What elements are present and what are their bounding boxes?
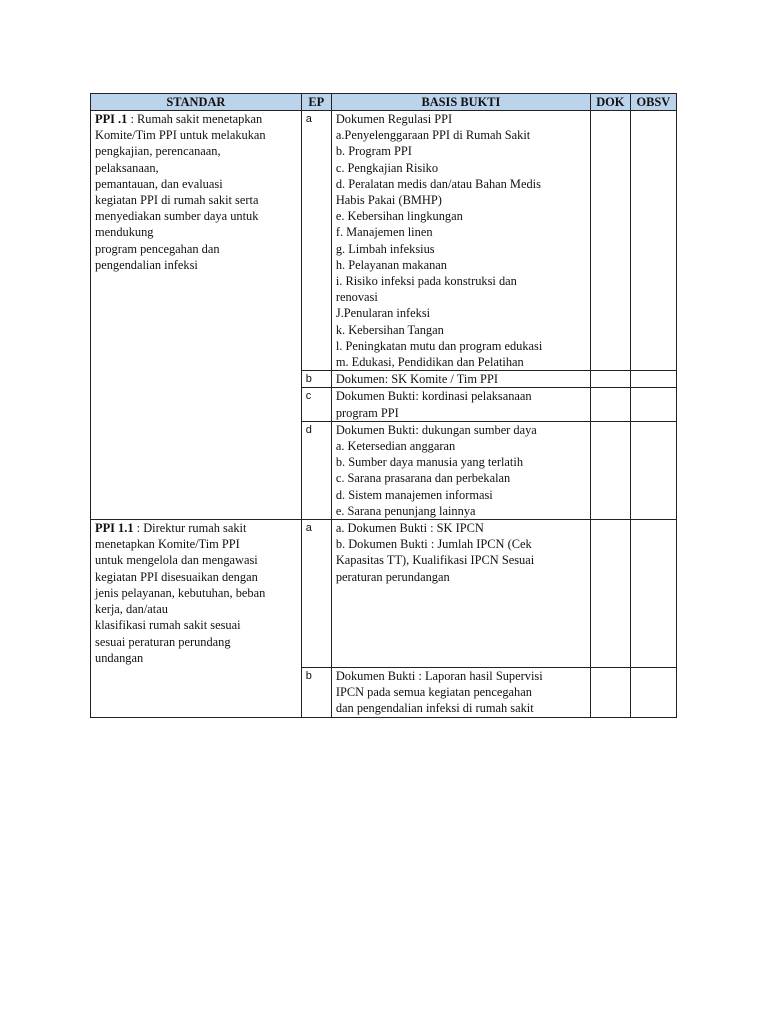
basis-bukti-cell [331,388,590,421]
basis-line: Dokumen: SK Komite / Tim PPI [335,372,498,387]
basis-line: program PPI [335,405,399,420]
ep-cell: c [301,388,331,421]
basis-line: m. Edukasi, Pendidikan dan Pelatihan [335,355,524,370]
dok-cell[interactable] [590,388,630,421]
dok-cell[interactable] [590,111,630,371]
standard-text-line: kerja, dan/atau [95,602,168,617]
obsv-cell[interactable] [630,421,676,519]
basis-line: f. Manajemen linen [335,225,433,240]
standard-cell-ppi-1 [91,111,302,520]
basis-line: a. Ketersedian anggaran [335,439,456,454]
basis-line: dan pengendalian infeksi di rumah sakit [335,701,534,716]
basis-line: Dokumen Bukti: dukungan sumber daya [335,422,537,437]
dok-cell[interactable] [590,520,630,668]
basis-line: d. Peralatan medis dan/atau Bahan Medis [335,176,541,191]
obsv-cell[interactable] [630,371,676,388]
basis-bukti-cell [331,371,590,388]
standard-text-line: klasifikasi rumah sakit sesuai [95,618,241,633]
header-standar: STANDAR [91,94,302,111]
basis-line: Dokumen Bukti: kordinasi pelaksanaan [335,389,532,404]
basis-line: c. Pengkajian Risiko [335,160,439,175]
ep-cell: a [301,520,331,668]
basis-line: c. Sarana prasarana dan perbekalan [335,471,511,486]
basis-line: renovasi [335,290,378,305]
standard-text-line: pemantauan, dan evaluasi [95,176,223,191]
ep-cell: d [301,421,331,519]
header-obsv: OBSV [630,94,676,111]
basis-line: g. Limbah infeksius [335,241,435,256]
ppi-standards-table [90,93,677,718]
standard-text-line: mendukung [95,225,154,240]
standard-text-line: Direktur rumah sakit [143,521,247,536]
basis-line: d. Sistem manajemen informasi [335,487,493,502]
basis-line: i. Risiko infeksi pada konstruksi dan [335,274,517,289]
header-dok: DOK [590,94,630,111]
standard-text-line: pelaksanaan, [95,160,159,175]
table-row [91,520,677,668]
header-row [91,94,677,111]
basis-line: Dokumen Regulasi PPI [335,112,453,126]
standard-code: PPI .1 [95,112,128,126]
header-basis-bukti: BASIS BUKTI [331,94,590,111]
standard-text-line: sesuai peraturan perundang [95,634,231,649]
standard-text-line: pengendalian infeksi [95,257,198,272]
basis-line: l. Peningkatan mutu dan program edukasi [335,338,543,353]
obsv-cell[interactable] [630,388,676,421]
standard-text-line: undangan [95,650,144,665]
standard-text-line: kegiatan PPI disesuaikan dengan [95,569,258,584]
standard-text-line: Komite/Tim PPI untuk melakukan [95,128,266,143]
ep-cell: b [301,668,331,718]
standard-text-line: program pencegahan dan [95,241,220,256]
basis-line: J.Penularan infeksi [335,306,431,321]
basis-line: Habis Pakai (BMHP) [335,193,442,208]
basis-line: a.Penyelenggaraan PPI di Rumah Sakit [335,128,531,143]
basis-line: Kapasitas TT), Kualifikasi IPCN Sesuai [335,553,535,568]
obsv-cell[interactable] [630,668,676,718]
standard-text-line: jenis pelayanan, kebutuhan, beban [95,585,266,600]
dok-cell[interactable] [590,371,630,388]
standard-text-line: menyediakan sumber daya untuk [95,209,259,224]
basis-line: e. Sarana penunjang lainnya [335,503,476,518]
standard-text-line: pengkajian, perencanaan, [95,144,221,159]
obsv-cell[interactable] [630,111,676,371]
dok-cell[interactable] [590,421,630,519]
standard-separator: : [133,521,144,536]
basis-line: peraturan perundangan [335,569,450,584]
ep-cell: a [301,111,331,371]
standard-code: PPI 1.1 [95,521,134,536]
basis-line: k. Kebersihan Tangan [335,322,444,337]
basis-bukti-cell [331,111,590,371]
standard-text-line: kegiatan PPI di rumah sakit serta [95,193,259,208]
obsv-cell[interactable] [630,520,676,668]
standard-text-line: Rumah sakit menetapkan [137,112,263,126]
standard-cell-ppi-1-1 [91,520,302,718]
dok-cell[interactable] [590,668,630,718]
basis-bukti-cell [331,668,590,718]
basis-line: h. Pelayanan makanan [335,257,447,272]
basis-line: b. Dokumen Bukti : Jumlah IPCN (Cek [335,537,532,552]
basis-line: e. Kebersihan lingkungan [335,209,463,224]
basis-bukti-cell [331,520,590,668]
basis-line: b. Sumber daya manusia yang terlatih [335,455,524,470]
standard-separator: : [127,112,137,126]
basis-line: IPCN pada semua kegiatan pencegahan [335,685,532,700]
header-ep: EP [301,94,331,111]
standard-text-line: menetapkan Komite/Tim PPI [95,537,240,552]
ep-cell: b [301,371,331,388]
basis-bukti-cell [331,421,590,519]
basis-line: b. Program PPI [335,144,412,159]
basis-line: a. Dokumen Bukti : SK IPCN [335,521,484,536]
standard-text-line: untuk mengelola dan mengawasi [95,553,258,568]
basis-line: Dokumen Bukti : Laporan hasil Supervisi [335,669,543,684]
table-row [91,111,677,371]
